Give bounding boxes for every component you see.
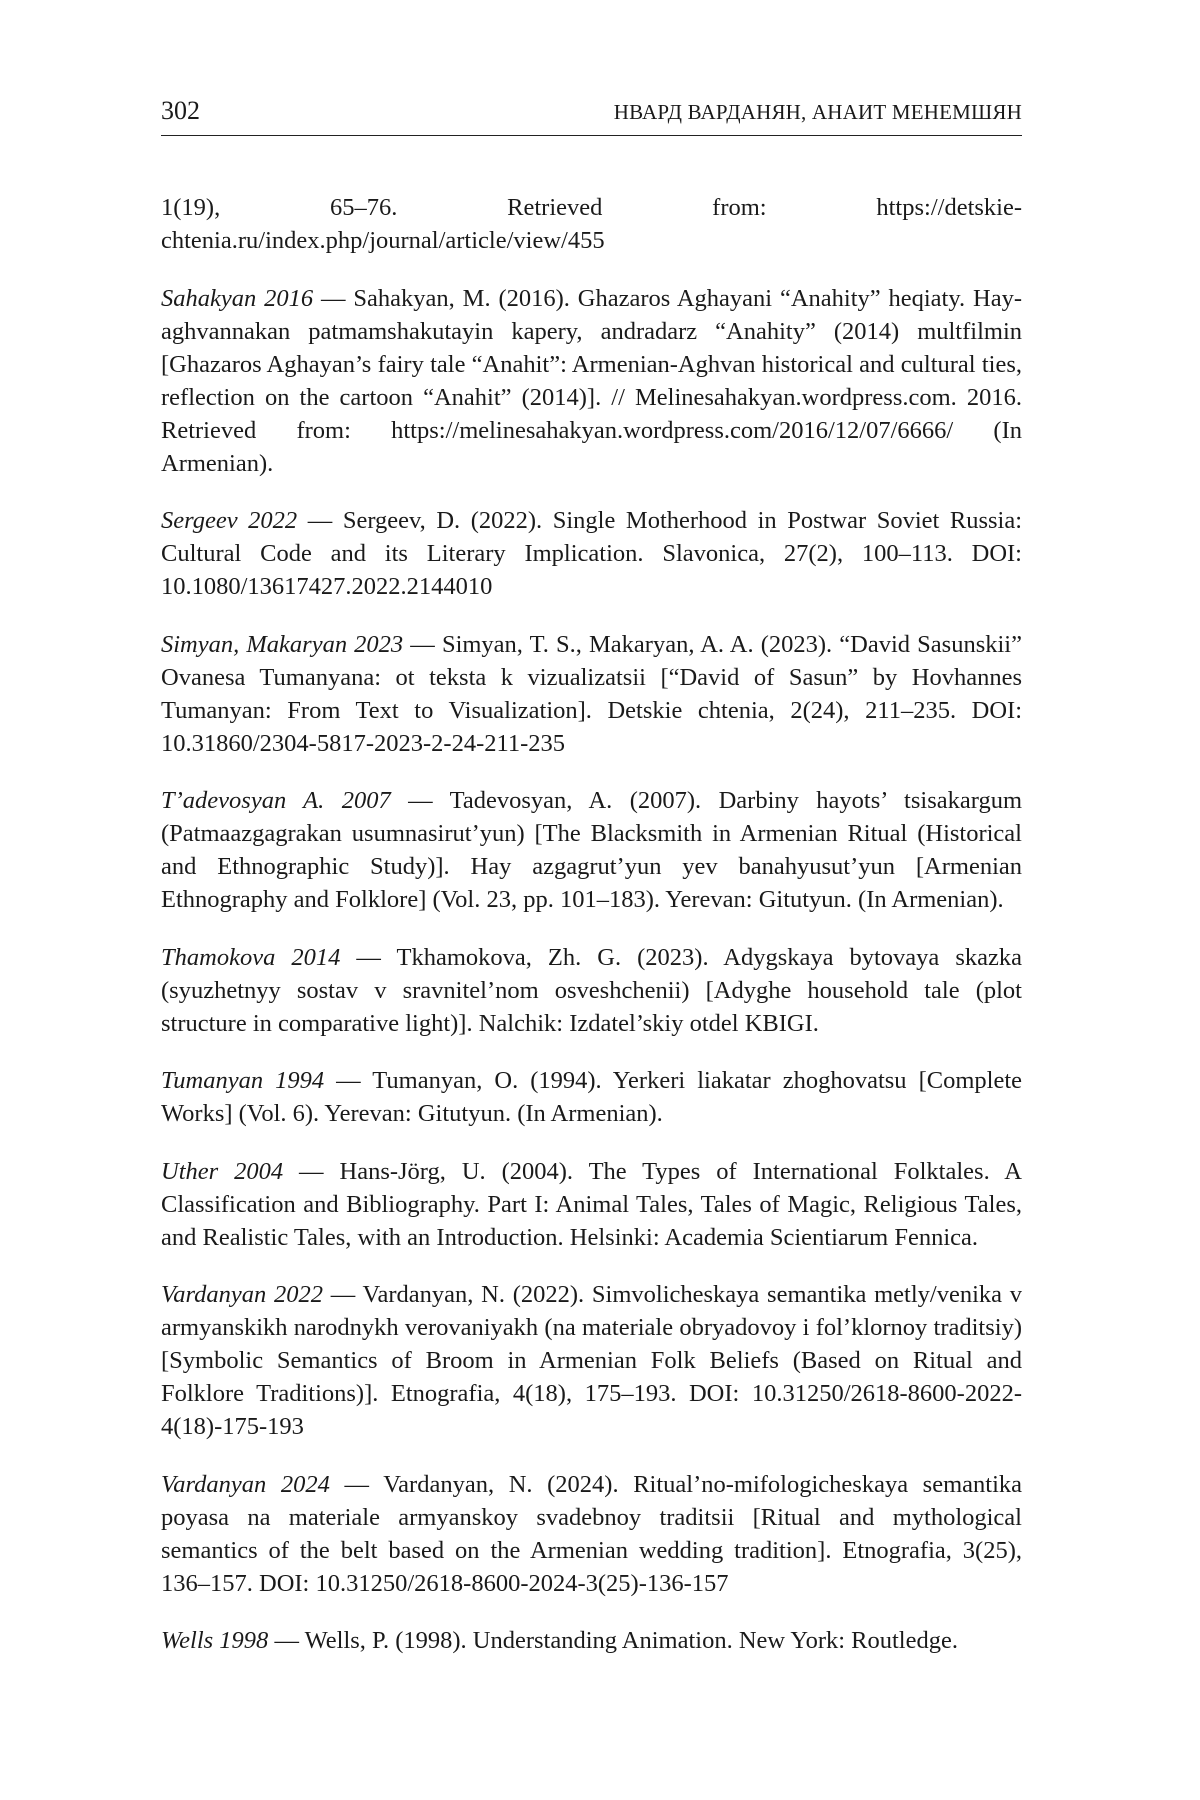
reference-text: Hans-Jörg, U. (2004). The Types of International Folktales. A Classification and Bibliography. Part I: Animal Tales, Tales of Magic, Religious Tales, and Realistic Tales, with an Introduction. Helsinki: Academia Scientiarum Fennica. bbox=[161, 1157, 1022, 1251]
reference-entry: Vardanyan 2024 — Vardanyan, N. (2024). Ritual’no-mifologicheskaya semantika poyasa na materiale armyanskoy svadebnoy traditsii [Ritual and mythological semantics of the belt based on the Armenian wedding tradition]. Etnografia, 3(25), 136–157. DOI: 10.31250/2618-8600-2024-3(25)-136-157 bbox=[161, 1470, 1023, 1597]
reference-entry: Vardanyan 2022 — Vardanyan, N. (2022). Simvolicheskaya semantika metly/venika v armyanskikh narodnykh verovaniyakh (na materiale obryadovoy i fol’klornoy traditsiy) [Symbolic Semantics of Broom in Armenian Folk Beliefs (Based on Ritual and Folklore Traditions)]. Etnografia, 4(18), 175–193. DOI: 10.31250/2618-8600-2022-4(18)-175-193 bbox=[161, 1281, 1023, 1440]
page bbox=[161, 96, 1022, 1672]
reference-key: Vardanyan 2024 bbox=[161, 1470, 330, 1498]
reference-text: Simyan, T. S., Makaryan, A. A. (2023). “David Sasunskii” Ovanesa Tumanyana: ot teksta k vizualizatsii [“David of Sasun” by Hovhannes Tumanyan: From Text to Visualization]. Detskie chtenia, 2(24), 211–235. DOI: 10.31860/2304-5817-2023-2-24-211-235 bbox=[161, 630, 1022, 757]
reference-text: Sahakyan, M. (2016). Ghazaros Aghayani “Anahity” heqiaty. Hay-aghvannakan patmamshakutayin kapery, andradarz “Anahity” (2014) multfilmin [Ghazaros Aghayan’s fairy tale “Anahit”: Armenian-Aghvan historical and cultural ties, reflection on the cartoon “Anahit” (2014)]. // Melinesahakyan.wordpress.com. 2016. Retrieved from: https://melinesahakyan.wordpress.com/2016/12/07/6666/ (In Armenian). bbox=[161, 284, 1023, 477]
page-number: 302 bbox=[161, 96, 200, 125]
reference-entry: Thamokova 2014 — Tkhamokova, Zh. G. (2023). Adygskaya bytovaya skazka (syuzhetnyy sostav v sravnitel’nom osveshchenii) [Adyghe household tale (plot structure in comparative light)]. Nalchik: Izdatel’skiy otdel KBIGI. bbox=[161, 943, 1022, 1037]
reference-text: Vardanyan, N. (2024). Ritual’no-mifologicheskaya semantika poyasa na materiale armyanskoy svadebnoy traditsii [Ritual and mythological semantics of the belt based on the Armenian wedding tradition]. Etnografia, 3(25), 136–157. DOI: 10.31250/2618-8600-2024-3(25)-136-157 bbox=[161, 1470, 1023, 1597]
reference-key: Wells 1998 bbox=[161, 1627, 269, 1654]
header-authors: НВАРД ВАРДАНЯН, АНАИТ МЕНЕМШЯН bbox=[613, 100, 1022, 124]
reference-entry: Uther 2004 — Hans-Jörg, U. (2004). The Types of International Folktales. A Classification and Bibliography. Part I: Animal Tales, Tales of Magic, Religious Tales, and Realistic Tales, with an Introduction. Helsinki: Academia Scientiarum Fennica. bbox=[161, 1157, 1022, 1251]
reference-entry: Simyan, Makaryan 2023 — Simyan, T. S., Makaryan, A. A. (2023). “David Sasunskii” Ovanesa Tumanyana: ot teksta k vizualizatsii [“David of Sasun” by Hovhannes Tumanyan: From Text to Visualization]. Detskie chtenia, 2(24), 211–235. DOI: 10.31860/2304-5817-2023-2-24-211-235 bbox=[161, 630, 1022, 757]
reference-text: Tumanyan, O. (1994). Yerkeri liakatar zhoghovatsu [Complete Works] (Vol. 6). Yerevan: Gitutyun. (In Armenian). bbox=[161, 1067, 1023, 1127]
reference-entry: Sergeev 2022 — Sergeev, D. (2022). Single Motherhood in Postwar Soviet Russia: Cultural Code and its Literary Implication. Slavonica, 27(2), 100–113. DOI: 10.1080/13617427.2022.2144010 bbox=[161, 507, 1023, 600]
reference-entry bbox=[161, 191, 1022, 257]
reference-entry: Wells 1998 — Wells, P. (1998). Understanding Animation. New York: Routledge. bbox=[161, 1627, 958, 1654]
reference-key: Uther 2004 bbox=[161, 1157, 284, 1185]
reference-entry: Tumanyan 1994 — Tumanyan, O. (1994). Yerkeri liakatar zhoghovatsu [Complete Works] (Vol. 6). Yerevan: Gitutyun. (In Armenian). bbox=[161, 1067, 1023, 1127]
reference-key: T’adevosyan A. 2007 bbox=[161, 787, 391, 814]
reference-text: Vardanyan, N. (2022). Simvolicheskaya semantika metly/venika v armyanskikh narodnykh verovaniyakh (na materiale obryadovoy i fol’klornoy traditsiy) [Symbolic Semantics of Broom in Armenian Folk Beliefs (Based on Ritual and Folklore Traditions)]. Etnografia, 4(18), 175–193. DOI: 10.31250/2618-8600-2022-4(18)-175-193 bbox=[161, 1281, 1023, 1440]
reference-text: Sergeev, D. (2022). Single Motherhood in Postwar Soviet Russia: Cultural Code and its Literary Implication. Slavonica, 27(2), 100–113. DOI: 10.1080/13617427.2022.2144010 bbox=[161, 507, 1023, 600]
reference-key: Simyan, Makaryan 2023 bbox=[161, 630, 404, 658]
reference-text: 1(19), 65–76. Retrieved from: https://detskie-chtenia.ru/index.php/journal/article/view/455 bbox=[161, 194, 1022, 254]
reference-text: Wells, P. (1998). Understanding Animation. New York: Routledge. bbox=[304, 1627, 958, 1654]
reference-list bbox=[161, 191, 1022, 1657]
reference-text: Tkhamokova, Zh. G. (2023). Adygskaya bytovaya skazka (syuzhetnyy sostav v sravnitel’nom osveshchenii) [Adyghe household tale (plot structure in comparative light)]. Nalchik: Izdatel’skiy otdel KBIGI. bbox=[161, 943, 1022, 1037]
reference-key: Sahakyan 2016 bbox=[161, 284, 314, 312]
reference-key: Tumanyan 1994 bbox=[161, 1067, 325, 1094]
reference-key: Vardanyan 2022 bbox=[161, 1281, 323, 1308]
reference-entry: T’adevosyan A. 2007 — Tadevosyan, A. (2007). Darbiny hayots’ tsisakargum (Patmaazgagrakan usumnasirut’yun) [The Blacksmith in Armenian Ritual (Historical and Ethnographic Study)]. Hay azgagrut’yun yev banahyusut’yun [Armenian Ethnography and Folklore] (Vol. 23, pp. 101–183). Yerevan: Gitutyun. (In Armenian). bbox=[161, 787, 1022, 913]
reference-key: Thamokova 2014 bbox=[161, 943, 341, 971]
reference-key: Sergeev 2022 bbox=[161, 507, 298, 534]
reference-text: Tadevosyan, A. (2007). Darbiny hayots’ tsisakargum (Patmaazgagrakan usumnasirut’yun) [The Blacksmith in Armenian Ritual (Historical and Ethnographic Study)]. Hay azgagrut’yun yev banahyusut’yun [Armenian Ethnography and Folklore] (Vol. 23, pp. 101–183). Yerevan: Gitutyun. (In Armenian). bbox=[161, 787, 1022, 913]
running-head bbox=[161, 96, 1022, 136]
reference-entry: Sahakyan 2016 — Sahakyan, M. (2016). Ghazaros Aghayani “Anahity” heqiaty. Hay-aghvannakan patmamshakutayin kapery, andradarz “Anahity” (2014) multfilmin [Ghazaros Aghayan’s fairy tale “Anahit”: Armenian-Aghvan historical and cultural ties, reflection on the cartoon “Anahit” (2014)]. // Melinesahakyan.wordpress.com. 2016. Retrieved from: https://melinesahakyan.wordpress.com/2016/12/07/6666/ (In Armenian). bbox=[161, 284, 1023, 477]
